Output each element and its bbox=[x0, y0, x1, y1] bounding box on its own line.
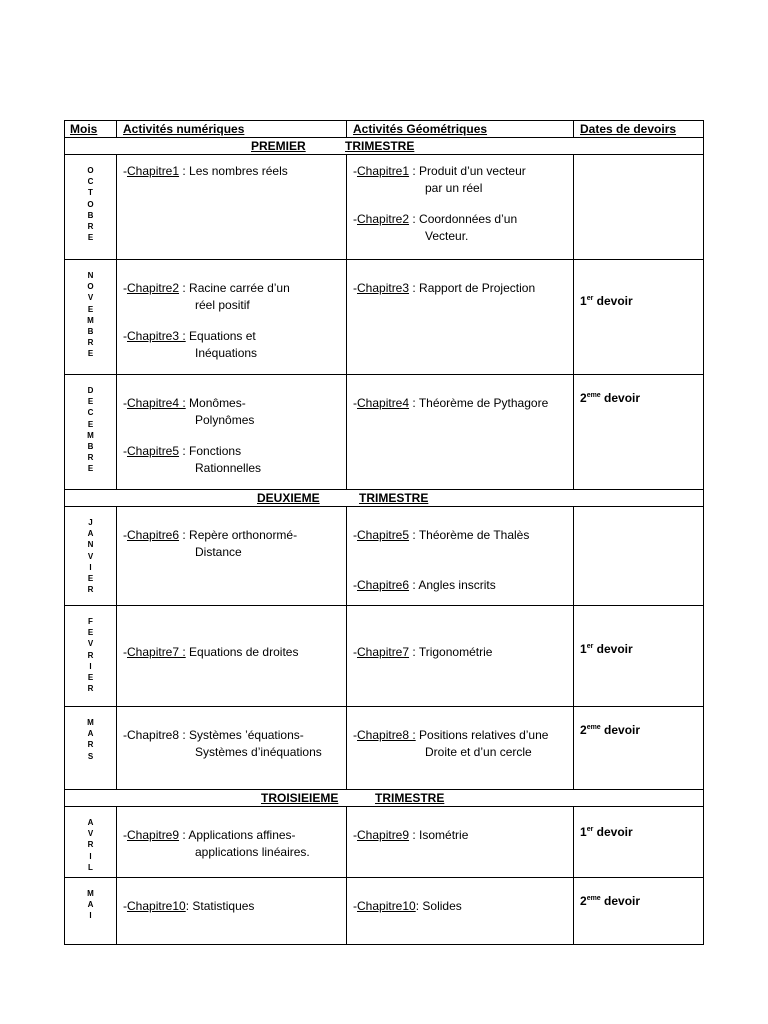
devoir-ordinal: eme bbox=[586, 895, 601, 902]
month-letter: T bbox=[88, 188, 93, 198]
numeric-activity-cell bbox=[117, 606, 347, 707]
trimestre-row bbox=[65, 490, 704, 507]
trimestre-row bbox=[65, 138, 704, 155]
trimestre-word: TRIMESTRE bbox=[375, 791, 445, 805]
month-letter: B bbox=[87, 210, 94, 220]
month-letter: A bbox=[87, 818, 94, 827]
month-letter: R bbox=[87, 338, 94, 348]
month-letter: E bbox=[87, 304, 94, 314]
chapter-separator: : bbox=[185, 899, 193, 913]
chapter-label: Chapitre8 : bbox=[357, 728, 416, 742]
chapter-line: -Chapitre10: Statistiques bbox=[123, 899, 255, 913]
chapter-separator: : bbox=[179, 528, 190, 542]
month-letter: E bbox=[87, 349, 94, 359]
chapter-entry bbox=[123, 898, 344, 915]
chapter-line: -Chapitre10: Solides bbox=[353, 899, 462, 913]
month-letter: O bbox=[87, 166, 94, 175]
devoir-cell bbox=[574, 375, 704, 490]
chapter-separator: : bbox=[409, 281, 420, 295]
chapter-entry bbox=[353, 280, 571, 297]
chapter-title: Théorème de Pythagore bbox=[418, 396, 549, 410]
trimestre-name: TROISIEIEME bbox=[261, 791, 339, 805]
chapter-title-cont: par un réel bbox=[425, 180, 483, 195]
numeric-activity-cell bbox=[117, 707, 347, 790]
month-cell bbox=[65, 878, 117, 945]
devoir-label bbox=[580, 391, 640, 405]
chapter-entry bbox=[123, 527, 344, 560]
chapter-title-cont: Rationnelles bbox=[195, 460, 262, 475]
chapter-line: -Chapitre4 : Monômes- bbox=[123, 396, 246, 410]
geometric-activity-cell bbox=[347, 260, 574, 375]
chapter-line: -Chapitre5 : Fonctions bbox=[123, 444, 242, 458]
chapter-title: Equations de droites bbox=[189, 645, 299, 659]
chapter-label: Chapitre1 bbox=[357, 164, 410, 178]
chapter-label: Chapitre9 bbox=[127, 828, 180, 842]
month-letter: I bbox=[89, 661, 92, 671]
month-letter: D bbox=[87, 386, 94, 395]
month-name bbox=[65, 375, 116, 475]
chapter-title: Produit d’un vecteur bbox=[419, 164, 526, 178]
chapter-title: Systèmes ’équations- bbox=[189, 728, 304, 742]
chapter-separator: Chapitre8 : bbox=[127, 728, 190, 742]
numeric-activity-cell bbox=[117, 260, 347, 375]
month-letter: I bbox=[89, 851, 92, 861]
devoir-word: devoir bbox=[600, 894, 641, 908]
month-letter: C bbox=[87, 177, 94, 187]
month-name bbox=[65, 707, 116, 762]
chapter-entry bbox=[353, 211, 571, 244]
month-name bbox=[65, 155, 116, 243]
header-devoirs: Dates de devoirs bbox=[574, 121, 704, 138]
chapter-entry bbox=[123, 644, 344, 661]
month-letter: E bbox=[87, 628, 94, 638]
chapter-title: Statistiques bbox=[192, 899, 255, 913]
month-letter: E bbox=[87, 673, 94, 683]
chapter-title-cont: Droite et d’un cercle bbox=[425, 744, 532, 759]
month-letter: M bbox=[87, 430, 94, 440]
month-letter: M bbox=[87, 315, 94, 325]
chapter-line: -Chapitre8 : Positions relatives d’une bbox=[353, 728, 549, 742]
chapter-entry bbox=[123, 280, 344, 313]
chapter-title-cont: Distance bbox=[195, 544, 242, 559]
month-letter: V bbox=[87, 639, 94, 649]
chapter-title: Isométrie bbox=[419, 828, 469, 842]
chapter-title: Racine carrée d’un bbox=[189, 281, 290, 295]
month-name bbox=[65, 606, 116, 694]
chapter-label: Chapitre4 bbox=[357, 396, 410, 410]
devoir-ordinal: er bbox=[586, 826, 594, 833]
header-row bbox=[65, 121, 704, 138]
devoir-number: 1 bbox=[580, 294, 587, 308]
month-row bbox=[65, 375, 704, 490]
trimestre-label bbox=[65, 790, 703, 806]
chapter-line: -Chapitre7 : Trigonométrie bbox=[353, 645, 493, 659]
numeric-activity-cell bbox=[117, 507, 347, 606]
month-letter: R bbox=[87, 650, 94, 660]
devoir-cell bbox=[574, 707, 704, 790]
chapter-title: Trigonométrie bbox=[418, 645, 493, 659]
month-name bbox=[65, 878, 116, 922]
devoir-word: devoir bbox=[593, 642, 633, 656]
devoir-label bbox=[580, 894, 640, 908]
devoir-cell bbox=[574, 606, 704, 707]
devoir-cell bbox=[574, 155, 704, 260]
chapter-separator: : bbox=[179, 281, 190, 295]
chapter-title: Fonctions bbox=[189, 444, 242, 458]
chapter-label: Chapitre2 bbox=[357, 212, 410, 226]
devoir-word: devoir bbox=[600, 723, 641, 737]
devoir-ordinal: er bbox=[586, 643, 594, 650]
month-letter: N bbox=[87, 271, 94, 280]
month-letter: E bbox=[87, 233, 94, 243]
month-letter: V bbox=[87, 293, 94, 303]
month-name bbox=[65, 507, 116, 595]
month-letter: V bbox=[87, 551, 94, 561]
month-letter: E bbox=[87, 397, 94, 407]
month-cell bbox=[65, 807, 117, 878]
chapter-line: -Chapitre2 : Coordonnées d’un bbox=[353, 212, 518, 226]
chapter-label: Chapitre7 bbox=[357, 645, 410, 659]
chapter-entry bbox=[353, 898, 571, 915]
chapter-label: Chapitre6 bbox=[357, 578, 410, 592]
chapter-separator: : bbox=[415, 899, 423, 913]
month-letter: B bbox=[87, 327, 94, 337]
chapter-line: -Chapitre3 : Rapport de Projection bbox=[353, 281, 536, 295]
chapter-separator: : bbox=[409, 828, 420, 842]
devoir-number: 1 bbox=[580, 825, 587, 839]
month-letter: I bbox=[89, 562, 92, 572]
numeric-activity-cell bbox=[117, 878, 347, 945]
trimestre-name: DEUXIEME bbox=[257, 491, 320, 505]
chapter-line: -Chapitre6 : Repère orthonormé- bbox=[123, 528, 298, 542]
month-letter: N bbox=[87, 540, 94, 550]
chapter-line: -Chapitre5 : Théorème de Thalès bbox=[353, 528, 530, 542]
devoir-label bbox=[580, 294, 633, 308]
chapter-entry bbox=[123, 395, 344, 428]
month-letter: E bbox=[87, 574, 94, 584]
chapter-label: Chapitre6 bbox=[127, 528, 180, 542]
chapter-title: Solides bbox=[422, 899, 462, 913]
geometric-activity-cell bbox=[347, 155, 574, 260]
month-letter: I bbox=[89, 911, 92, 921]
month-row bbox=[65, 155, 704, 260]
chapter-separator: : bbox=[409, 396, 419, 410]
trimestre-cell bbox=[65, 490, 704, 507]
devoir-number: 2 bbox=[580, 391, 587, 405]
chapter-separator: : bbox=[409, 212, 420, 226]
month-row bbox=[65, 260, 704, 375]
chapter-entry bbox=[353, 644, 571, 661]
month-letter: M bbox=[87, 889, 94, 898]
month-row bbox=[65, 707, 704, 790]
month-letter: O bbox=[87, 199, 94, 209]
chapter-line: -Chapitre2 : Racine carrée d’un bbox=[123, 281, 290, 295]
month-row bbox=[65, 878, 704, 945]
month-letter: A bbox=[87, 729, 94, 739]
month-letter: R bbox=[87, 453, 94, 463]
chapter-title: Les nombres réels bbox=[189, 164, 288, 178]
month-cell bbox=[65, 606, 117, 707]
trimestre-label bbox=[65, 490, 703, 506]
month-letter: V bbox=[87, 829, 94, 839]
month-cell bbox=[65, 260, 117, 375]
month-cell bbox=[65, 507, 117, 606]
chapter-label: Chapitre9 bbox=[357, 828, 410, 842]
month-cell bbox=[65, 375, 117, 490]
chapter-entry bbox=[123, 827, 344, 860]
chapter-label: Chapitre10 bbox=[357, 899, 416, 913]
month-row bbox=[65, 507, 704, 606]
chapter-line: -Chapitre6 : Angles inscrits bbox=[353, 578, 496, 592]
header-mois: Mois bbox=[65, 121, 117, 138]
numeric-activity-cell bbox=[117, 155, 347, 260]
month-name bbox=[65, 260, 116, 360]
chapter-separator: : bbox=[409, 645, 419, 659]
chapter-entry bbox=[123, 163, 344, 180]
devoir-ordinal: eme bbox=[586, 724, 601, 731]
chapter-title: Repère orthonormé- bbox=[189, 528, 298, 542]
chapter-line: -Chapitre9 : Applications affines- bbox=[123, 828, 296, 842]
chapter-label: Chapitre3 bbox=[357, 281, 410, 295]
devoir-cell bbox=[574, 260, 704, 375]
chapter-title-cont: applications linéaires. bbox=[195, 844, 310, 859]
devoir-cell bbox=[574, 878, 704, 945]
month-cell bbox=[65, 155, 117, 260]
devoir-ordinal: eme bbox=[586, 392, 601, 399]
chapter-label: Chapitre3 : bbox=[127, 329, 186, 343]
chapter-line: -Chapitre4 : Théorème de Pythagore bbox=[353, 396, 549, 410]
header-numeriques: Activités numériques bbox=[117, 121, 347, 138]
month-letter: R bbox=[87, 585, 94, 595]
chapter-separator: : bbox=[409, 528, 419, 542]
month-letter: R bbox=[87, 840, 94, 850]
month-letter: J bbox=[88, 518, 93, 527]
month-letter: F bbox=[88, 617, 93, 626]
trimestre-word: TRIMESTRE bbox=[359, 491, 429, 505]
chapter-entry bbox=[353, 727, 571, 760]
chapter-title: Théorème de Thalès bbox=[418, 528, 530, 542]
month-row bbox=[65, 807, 704, 878]
devoir-ordinal: er bbox=[586, 295, 594, 302]
chapter-entry bbox=[353, 827, 571, 844]
geometric-activity-cell bbox=[347, 707, 574, 790]
devoir-label bbox=[580, 723, 640, 737]
chapter-label: Chapitre5 bbox=[127, 444, 180, 458]
month-letter: R bbox=[87, 684, 94, 694]
month-letter: A bbox=[87, 529, 94, 539]
geometric-activity-cell bbox=[347, 807, 574, 878]
chapter-title-cont: Inéquations bbox=[195, 345, 258, 360]
chapter-entry bbox=[353, 577, 571, 594]
trimestre-row bbox=[65, 790, 704, 807]
chapter-title: Positions relatives d’une bbox=[419, 728, 549, 742]
chapter-entry bbox=[353, 527, 571, 544]
chapter-entry bbox=[123, 328, 344, 361]
chapter-title: Angles inscrits bbox=[418, 578, 496, 592]
month-letter: E bbox=[87, 464, 94, 474]
month-row bbox=[65, 606, 704, 707]
chapter-separator: : bbox=[179, 828, 189, 842]
chapter-entry bbox=[123, 727, 344, 760]
chapter-title-cont: Polynômes bbox=[195, 412, 255, 427]
month-letter: R bbox=[87, 740, 94, 750]
chapter-line: -Chapitre8 : Systèmes ’équations- bbox=[123, 728, 304, 742]
chapter-label: Chapitre10 bbox=[127, 899, 186, 913]
numeric-activity-cell bbox=[117, 807, 347, 878]
chapter-entry bbox=[353, 163, 571, 196]
geometric-activity-cell bbox=[347, 507, 574, 606]
month-letter: B bbox=[87, 442, 94, 452]
chapter-entry bbox=[353, 395, 571, 412]
chapter-entry bbox=[123, 443, 344, 476]
trimestre-label bbox=[65, 138, 703, 154]
numeric-activity-cell bbox=[117, 375, 347, 490]
devoir-cell bbox=[574, 807, 704, 878]
chapter-title: Coordonnées d’un bbox=[419, 212, 518, 226]
chapter-title-cont: réel positif bbox=[195, 297, 250, 312]
trimestre-cell bbox=[65, 138, 704, 155]
devoir-label bbox=[580, 825, 633, 839]
chapter-line: -Chapitre1 : Les nombres réels bbox=[123, 164, 288, 178]
devoir-label bbox=[580, 642, 633, 656]
chapter-line: -Chapitre9 : Isométrie bbox=[353, 828, 469, 842]
chapter-label: Chapitre4 : bbox=[127, 396, 186, 410]
chapter-line: -Chapitre3 : Equations et bbox=[123, 329, 256, 343]
chapter-label: Chapitre5 bbox=[357, 528, 410, 542]
month-letter: S bbox=[87, 751, 94, 761]
trimestre-name: PREMIER bbox=[251, 139, 306, 153]
month-letter: L bbox=[88, 862, 93, 872]
devoir-word: devoir bbox=[600, 391, 641, 405]
chapter-separator: : bbox=[179, 444, 190, 458]
devoir-word: devoir bbox=[593, 825, 633, 839]
geometric-activity-cell bbox=[347, 878, 574, 945]
chapter-title: Equations et bbox=[189, 329, 256, 343]
chapter-title-cont: Systèmes d’inéquations bbox=[195, 744, 322, 759]
chapter-separator: : bbox=[409, 578, 419, 592]
programme-table bbox=[64, 120, 704, 945]
trimestre-cell bbox=[65, 790, 704, 807]
devoir-number: 2 bbox=[580, 894, 587, 908]
devoir-word: devoir bbox=[593, 294, 633, 308]
devoir-number: 2 bbox=[580, 723, 587, 737]
chapter-title: Rapport de Projection bbox=[419, 281, 536, 295]
chapter-label: Chapitre2 bbox=[127, 281, 180, 295]
header-geometriques: Activités Géométriques bbox=[347, 121, 574, 138]
month-letter: E bbox=[87, 419, 94, 429]
chapter-label: Chapitre7 : bbox=[127, 645, 186, 659]
month-letter: A bbox=[87, 900, 94, 910]
chapter-title: Monômes- bbox=[189, 396, 246, 410]
chapter-separator: : bbox=[409, 164, 420, 178]
trimestre-word: TRIMESTRE bbox=[345, 139, 415, 153]
chapter-title-cont: Vecteur. bbox=[425, 228, 469, 243]
chapter-separator: : bbox=[179, 164, 190, 178]
month-cell bbox=[65, 707, 117, 790]
month-letter: C bbox=[87, 408, 94, 418]
month-letter: O bbox=[87, 282, 94, 292]
chapter-label: Chapitre1 bbox=[127, 164, 180, 178]
geometric-activity-cell bbox=[347, 375, 574, 490]
month-name bbox=[65, 807, 116, 873]
chapter-line: -Chapitre1 : Produit d’un vecteur bbox=[353, 164, 526, 178]
month-letter: M bbox=[87, 718, 94, 727]
devoir-number: 1 bbox=[580, 642, 587, 656]
month-letter: R bbox=[87, 222, 94, 232]
chapter-line: -Chapitre7 : Equations de droites bbox=[123, 645, 299, 659]
geometric-activity-cell bbox=[347, 606, 574, 707]
chapter-title: Applications affines- bbox=[188, 828, 296, 842]
devoir-cell bbox=[574, 507, 704, 606]
